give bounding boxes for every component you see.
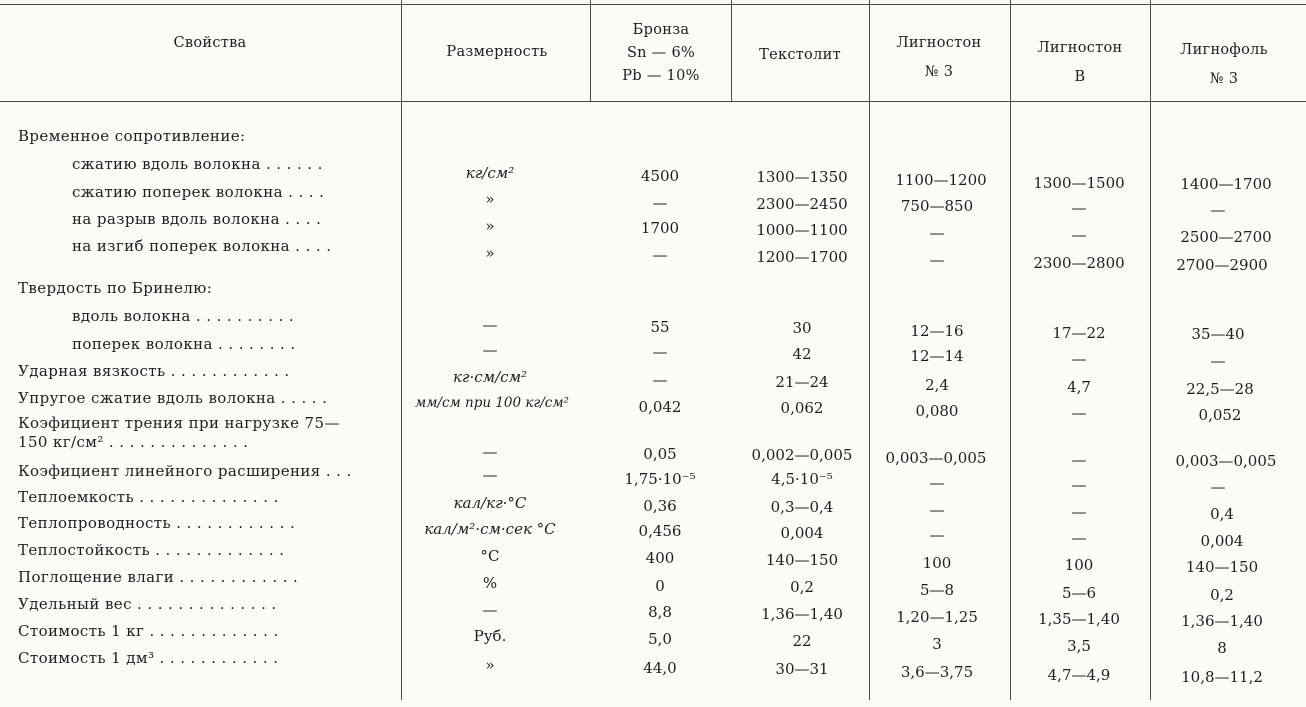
cell-lignofol3: 8: [1217, 639, 1227, 657]
row-label: Упругое сжатие вдоль волокна . . . . .: [18, 389, 328, 407]
cell-textolite: 30: [792, 319, 812, 337]
cell-textolite: 1000—1100: [756, 221, 848, 239]
cell-lignostone3: 100: [922, 554, 952, 572]
column-divider: [1010, 0, 1011, 700]
row-label: Временное сопротивление:: [18, 127, 246, 145]
row-dimension: кал/кг·°C: [453, 494, 527, 512]
cell-bronze: —: [652, 246, 668, 264]
cell-bronze: 44,0: [643, 659, 677, 677]
cell-textolite: 42: [792, 345, 812, 363]
cell-lignofol3: 140—150: [1185, 558, 1259, 576]
header-lignostoneB-line1: Лигностон: [1037, 40, 1123, 56]
row-label: сжатию поперек волокна . . . .: [72, 183, 325, 201]
cell-bronze: —: [652, 194, 668, 212]
header-properties: Свойства: [173, 35, 247, 51]
header-textolite: Текстолит: [759, 47, 841, 63]
cell-lignofol3: —: [1210, 352, 1226, 370]
cell-bronze: 55: [650, 318, 670, 336]
cell-lignostone3: 0,080: [915, 402, 959, 420]
row-dimension: %: [482, 574, 498, 592]
row-label: Поглощение влаги . . . . . . . . . . . .: [18, 568, 299, 586]
row-label: Стоимость 1 дм³ . . . . . . . . . . . .: [18, 649, 279, 667]
row-label: Теплостойкость . . . . . . . . . . . . .: [18, 541, 285, 559]
cell-textolite: 0,002—0,005: [751, 446, 853, 464]
row-label: Ударная вязкость . . . . . . . . . . . .: [18, 362, 290, 380]
cell-textolite: 0,3—0,4: [770, 498, 834, 516]
cell-lignostone3: 0,003—0,005: [885, 449, 987, 467]
cell-bronze: 0,042: [638, 398, 682, 416]
cell-lignostone3: 3: [932, 635, 942, 653]
header-bronze-line3: Pb — 10%: [622, 68, 700, 84]
cell-lignofol3: 0,004: [1200, 532, 1244, 550]
cell-lignostone3: 750—850: [900, 197, 974, 215]
cell-lignofol3: —: [1210, 201, 1226, 219]
cell-lignofol3: 2500—2700: [1180, 228, 1272, 246]
column-divider: [1150, 0, 1151, 700]
header-dimension: Размерность: [446, 44, 548, 60]
row-label: Твердость по Бринелю:: [18, 279, 213, 297]
cell-lignofol3: 0,4: [1210, 505, 1234, 523]
header-bronze-line2: Sn — 6%: [626, 45, 696, 61]
cell-textolite: 4,5·10⁻⁵: [771, 470, 833, 488]
row-dimension: мм/см при 100 кг/см²: [415, 395, 569, 411]
cell-lignofol3: —: [1210, 478, 1226, 496]
header-lignostone3-line1: Лигностон: [896, 35, 982, 51]
cell-lignostone3: 1,20—1,25: [896, 608, 978, 626]
cell-lignostone3: 2,4: [925, 376, 949, 394]
cell-lignostoneB: —: [1071, 226, 1087, 244]
cell-bronze: 1,75·10⁻⁵: [624, 470, 696, 488]
row-label: на изгиб поперек волокна . . . .: [72, 237, 332, 255]
row-dimension: —: [482, 341, 498, 359]
row-dimension: —: [482, 316, 498, 334]
column-divider: [731, 0, 732, 101]
cell-lignostone3: 12—14: [910, 347, 964, 365]
cell-textolite: 22: [792, 632, 812, 650]
cell-textolite: 2300—2450: [756, 195, 848, 213]
cell-bronze: 0: [655, 577, 665, 595]
cell-lignostoneB: 2300—2800: [1033, 254, 1125, 272]
cell-bronze: 1700: [640, 219, 680, 237]
cell-lignostoneB: —: [1071, 199, 1087, 217]
header-top-rule: [0, 4, 1306, 5]
row-dimension: кг·см/см²: [452, 368, 528, 386]
cell-lignofol3: 22,5—28: [1186, 380, 1254, 398]
cell-textolite: 0,004: [780, 524, 824, 542]
cell-textolite: 0,062: [780, 399, 824, 417]
cell-lignostoneB: 1300—1500: [1033, 174, 1125, 192]
cell-bronze: 5,0: [648, 630, 672, 648]
row-label: Теплопроводность . . . . . . . . . . . .: [18, 514, 296, 532]
cell-lignostoneB: 4,7—4,9: [1047, 666, 1111, 684]
cell-lignostoneB: 5—6: [1061, 584, 1097, 602]
cell-textolite: 0,2: [790, 578, 814, 596]
row-dimension: кг/см²: [465, 164, 515, 182]
cell-lignostoneB: —: [1071, 350, 1087, 368]
cell-bronze: 0,456: [638, 522, 682, 540]
header-lignofol3-line1: Лигнофоль: [1180, 42, 1268, 58]
row-label: Коэфициент трения при нагрузке 75—: [18, 414, 340, 432]
row-label: Теплоемкость . . . . . . . . . . . . . .: [18, 488, 279, 506]
cell-lignostoneB: —: [1071, 451, 1087, 469]
row-dimension: кал/м²·см·сек °C: [424, 520, 556, 538]
column-divider: [401, 0, 402, 700]
row-label: на разрыв вдоль волокна . . . .: [72, 210, 322, 228]
row-label: Удельный вес . . . . . . . . . . . . . .: [18, 595, 277, 613]
column-divider: [590, 0, 591, 101]
cell-lignostoneB: 3,5: [1067, 637, 1091, 655]
cell-bronze: —: [652, 343, 668, 361]
cell-lignofol3: 0,052: [1198, 406, 1242, 424]
row-label: вдоль волокна . . . . . . . . . .: [72, 307, 295, 325]
row-dimension: —: [482, 601, 498, 619]
cell-textolite: 1300—1350: [756, 168, 848, 186]
cell-lignostoneB: 1,35—1,40: [1038, 610, 1120, 628]
cell-textolite: 1200—1700: [756, 248, 848, 266]
cell-bronze: 0,05: [643, 445, 677, 463]
column-divider: [869, 0, 870, 700]
header-bottom-rule: [0, 101, 1306, 102]
row-dimension: —: [482, 443, 498, 461]
cell-textolite: 30—31: [775, 660, 829, 678]
row-dimension: »: [485, 190, 495, 208]
cell-bronze: —: [652, 371, 668, 389]
cell-textolite: 21—24: [775, 373, 829, 391]
cell-lignostone3: —: [929, 526, 945, 544]
row-dimension: »: [485, 244, 495, 262]
cell-textolite: 140—150: [765, 551, 839, 569]
row-label: Стоимость 1 кг . . . . . . . . . . . . .: [18, 622, 279, 640]
row-dimension: Руб.: [473, 627, 507, 645]
cell-lignostoneB: —: [1071, 404, 1087, 422]
row-label: сжатию вдоль волокна . . . . . .: [72, 155, 323, 173]
cell-lignofol3: 0,003—0,005: [1175, 452, 1277, 470]
row-dimension: °C: [480, 547, 500, 565]
cell-bronze: 0,36: [643, 497, 677, 515]
header-lignostoneB-line2: В: [1074, 69, 1086, 85]
cell-lignofol3: 1,36—1,40: [1181, 612, 1263, 630]
cell-lignostoneB: 100: [1064, 556, 1094, 574]
header-bronze-line1: Бронза: [632, 22, 690, 38]
cell-lignostoneB: —: [1071, 476, 1087, 494]
cell-lignostone3: 12—16: [910, 322, 964, 340]
cell-lignostone3: —: [929, 251, 945, 269]
cell-lignostoneB: —: [1071, 503, 1087, 521]
cell-lignostone3: 5—8: [919, 581, 955, 599]
cell-lignostone3: —: [929, 224, 945, 242]
cell-textolite: 1,36—1,40: [761, 605, 843, 623]
cell-bronze: 400: [645, 549, 675, 567]
row-label: 150 кг/см² . . . . . . . . . . . . . .: [18, 433, 249, 451]
cell-lignostone3: 3,6—3,75: [900, 663, 974, 681]
cell-lignostone3: —: [929, 474, 945, 492]
cell-lignostoneB: —: [1071, 529, 1087, 547]
header-lignofol3-line2: № 3: [1209, 71, 1239, 87]
row-dimension: —: [482, 466, 498, 484]
cell-lignostoneB: 17—22: [1052, 324, 1106, 342]
cell-lignofol3: 1400—1700: [1180, 175, 1272, 193]
cell-lignofol3: 0,2: [1210, 586, 1234, 604]
cell-lignostone3: 1100—1200: [895, 171, 987, 189]
cell-lignostoneB: 4,7: [1067, 378, 1091, 396]
row-label: поперек волокна . . . . . . . .: [72, 335, 296, 353]
cell-lignofol3: 10,8—11,2: [1181, 668, 1263, 686]
row-dimension: »: [485, 217, 495, 235]
cell-lignostone3: —: [929, 501, 945, 519]
cell-lignofol3: 2700—2900: [1176, 256, 1268, 274]
cell-bronze: 8,8: [648, 603, 672, 621]
header-lignostone3-line2: № 3: [924, 64, 954, 80]
cell-lignofol3: 35—40: [1191, 325, 1245, 343]
row-label: Коэфициент линейного расширения . . .: [18, 462, 352, 480]
cell-bronze: 4500: [640, 167, 680, 185]
row-dimension: »: [485, 656, 495, 674]
